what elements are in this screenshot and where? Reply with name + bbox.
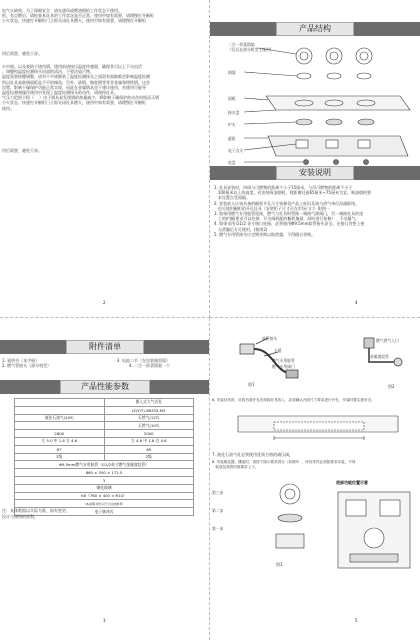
step-label: 第二步 <box>212 508 224 513</box>
page-number: 4 <box>355 300 358 305</box>
text-line: 也可使用橱柜的开孔灶具（安装柜子尺寸可在市场门口）附图一 <box>214 205 330 211</box>
accessory-list <box>2 358 208 368</box>
footnote: 设计与规格的权利。 <box>2 514 38 519</box>
text-line: 2. 安装前人应该具备的橱柜开孔尺寸请参见产品上标识及请与供气单位沟通联络。 <box>214 200 360 206</box>
specs-table <box>14 398 194 516</box>
text-line: 气压力范围不稳（ ）由于锅具易发现锅的热量减少，将影响干燥保护的动作时间而灭锅 <box>2 95 160 101</box>
label-drip-tray: 接水盘 <box>228 110 240 115</box>
text-line: 6. 安装灶具时，应将台面开孔后再将灶具放入，必须确认台面尺寸要求进行开孔，安装时要注意安全。 <box>212 398 375 402</box>
text-line: 电气火缺故，为了保障安全：请在通风或燃油烟机工作状态下使用。 <box>2 8 122 13</box>
page-3 <box>0 318 210 640</box>
label-knob: 旋钮 <box>228 136 236 141</box>
label-bottom: 底盘 <box>228 160 236 165</box>
label-tube: 软管接头 <box>262 336 278 341</box>
footnote: 注：具体数据以实际为准，如有变更， <box>2 508 70 513</box>
table-row: 电子脉冲式 <box>15 508 194 516</box>
section-title: 附件清单 <box>66 340 144 354</box>
text-line: 用后需要，避免干涉。 <box>2 148 42 153</box>
cutout-diagram <box>234 406 404 446</box>
text-line: 小火状态，快速打开橱柜门立即关闭灶具燃火，使用中如有需要，请缓慢打开橱柜 <box>2 100 146 106</box>
step-label: 第一步 <box>212 526 224 531</box>
page-2 <box>0 0 210 318</box>
table-row: 2级 2级 <box>15 453 194 461</box>
figure-3-steps-diagram <box>250 478 320 558</box>
label-clamp: 卡箍 <box>274 348 282 353</box>
figure-caption: 图3 <box>276 562 283 567</box>
text-line: 1. 灶具安装时，四周与可燃物的距离不小于15厘米，与吊可燃物的距离不小于 <box>214 185 353 190</box>
text-line: 小火状态，快速打开橱柜门立即关闭灶具燃火，使用中如有需要，请缓慢打开橱柜 <box>2 18 146 24</box>
table-row: （本说明书所示尺寸仅供参考） <box>15 500 194 508</box>
text-line: 7. 液化石油气灶必须使用优质合格的减压阀。 <box>212 452 294 457</box>
label-electrode: 电子点火 <box>228 148 244 153</box>
text-line: 所以灶具易玻璃面板是不平的倾角，另外、砂锅、陶瓷锅等等非金属和铸铁锅。这会 <box>2 79 150 85</box>
table-row: 钢化玻璃 <box>15 484 194 492</box>
text-line: 装放及装的时候要求上下。 <box>212 465 259 469</box>
table-row: 67 69 <box>15 445 194 453</box>
bottom-position-diagram <box>334 488 414 572</box>
table-row: 左 5.0 中 1.8 右 4.6 左 4.6 中 1.8 右 4.6 <box>15 437 194 445</box>
table-row: Φ9.5mm燃气专用胶管（G1/2英寸燃气金属波纹管） <box>15 461 194 469</box>
text-line: 3. 如果用燃气专用胶管连接，燃气与灶具时管接一端接气源阀门，另一端接灶具的进 <box>214 211 364 217</box>
section-title: 产品结构 <box>276 22 354 36</box>
table-row: JZ(Y/T)-9B333-M3 <box>15 406 194 414</box>
label-pipe-connector: 金属波纹管 <box>370 354 389 359</box>
page-4 <box>210 0 420 318</box>
text-line: 8. 安装燃烧器、镶架时，请按下图示要求进行（如图3），所有零件必须按要求安装，不得 <box>212 460 356 464</box>
label-elbow: 燃气专用胶管 <box>272 358 295 363</box>
table-row: 3 <box>15 476 194 484</box>
text-line: 设置，影响干燥保护功能正常实现，因此在金属锅具也不建议使用，若使用可能导 <box>2 84 146 90</box>
page-number: 3 <box>103 618 106 623</box>
table-row: 液化石油气(20Y) 天然气(12T) <box>15 414 194 422</box>
text-line: 100厘米以上的高度，若安装吸油烟机，则距离灶面65厘米~75厘米为宜，吸油烟机要 <box>214 190 371 196</box>
label-top-panel: 面板 <box>228 96 236 101</box>
list-item: 2. 燃气管接头（部分机型） 4. 二合一炒菜锅架一个 <box>2 363 170 369</box>
text-line: 机、有点燃后、请检查本灶具的工作状况是否正常，使用中如有需要，请缓慢打开橱柜 <box>2 13 154 19</box>
text-line: 使用。 <box>2 105 14 111</box>
label-gas-in: 燃气供气入口 <box>376 338 399 343</box>
text-line: 无泄漏后方可使用。(如图2) <box>214 226 268 232</box>
table-row: K6（760 × 400 × R10） <box>15 492 194 500</box>
table-row: 2800 2000 <box>15 430 194 438</box>
label-burner-cap: 锅架 <box>228 70 236 75</box>
page2-top-lines <box>2 8 154 24</box>
page-number: 5 <box>355 618 358 623</box>
install-instructions <box>214 185 371 237</box>
page-5 <box>210 318 420 640</box>
text-line: 求设置点受间隔。 <box>214 195 250 201</box>
section-title: 安装说明 <box>276 166 354 180</box>
figure-caption: 图1 <box>248 382 255 387</box>
text-line: 5. 燃气专用管接头应定期更换以防泄露，不得擅自更换。 <box>214 231 316 237</box>
table-row: 天然气(10T) <box>15 422 194 430</box>
page-number: 2 <box>103 300 106 305</box>
figure-1-hose-diagram <box>234 334 306 390</box>
step-label: 第三步 <box>212 490 224 495</box>
text-line: 上的护圈(要求可以拉掉，开关阀机配的橱柜抽屉，同时进行检修），不出漏气。 <box>214 216 360 222</box>
text-line: 火中间、以及观防于烧伤锅，使用前请按压温度传感器，确保其可以上下自由活 <box>2 64 142 69</box>
specs-table-wrap <box>14 398 194 516</box>
text-line: 4. 如果采用 G1/2 英寸接口连接，必须使用Φ9.5mm软管接头安全。在接口处垫上密 <box>214 221 365 227</box>
section-title: 产品性能参数 <box>60 380 150 394</box>
table-row: 嵌入式大气式灶 <box>15 399 194 407</box>
text-line: 用后需要，避免干涉。 <box>2 51 42 56</box>
label-grate-sub: （仅仅在部分机型上使用） <box>228 47 274 52</box>
text-line: 温度检测和操作使用中发现了温度检测探头的动作，请保持灶具。 <box>2 90 118 96</box>
table-row: 860 × 500 × 172.5 <box>15 469 194 477</box>
diagram-title: 底部功能位置示意 <box>336 480 368 485</box>
label-valve: 燃气专用阀门 <box>272 364 295 369</box>
page2-mid-lines <box>2 64 159 111</box>
text-line: 温度需要按键调整，请勿不平或倒装了温度检测探头之间留有间隙都会影响温度检测 <box>2 74 150 80</box>
figure-caption: 图2 <box>388 384 395 389</box>
label-grate: 二合一炒菜锅架 <box>228 42 255 47</box>
list-item: 1. 说明书（本手册） 3. 电池二节（在包装箱里面） <box>2 358 170 363</box>
text-line: 、调整档温度检测探头回部的清洁，不要沾染污物。 <box>2 69 94 75</box>
label-burner: 炉头 <box>228 122 236 127</box>
